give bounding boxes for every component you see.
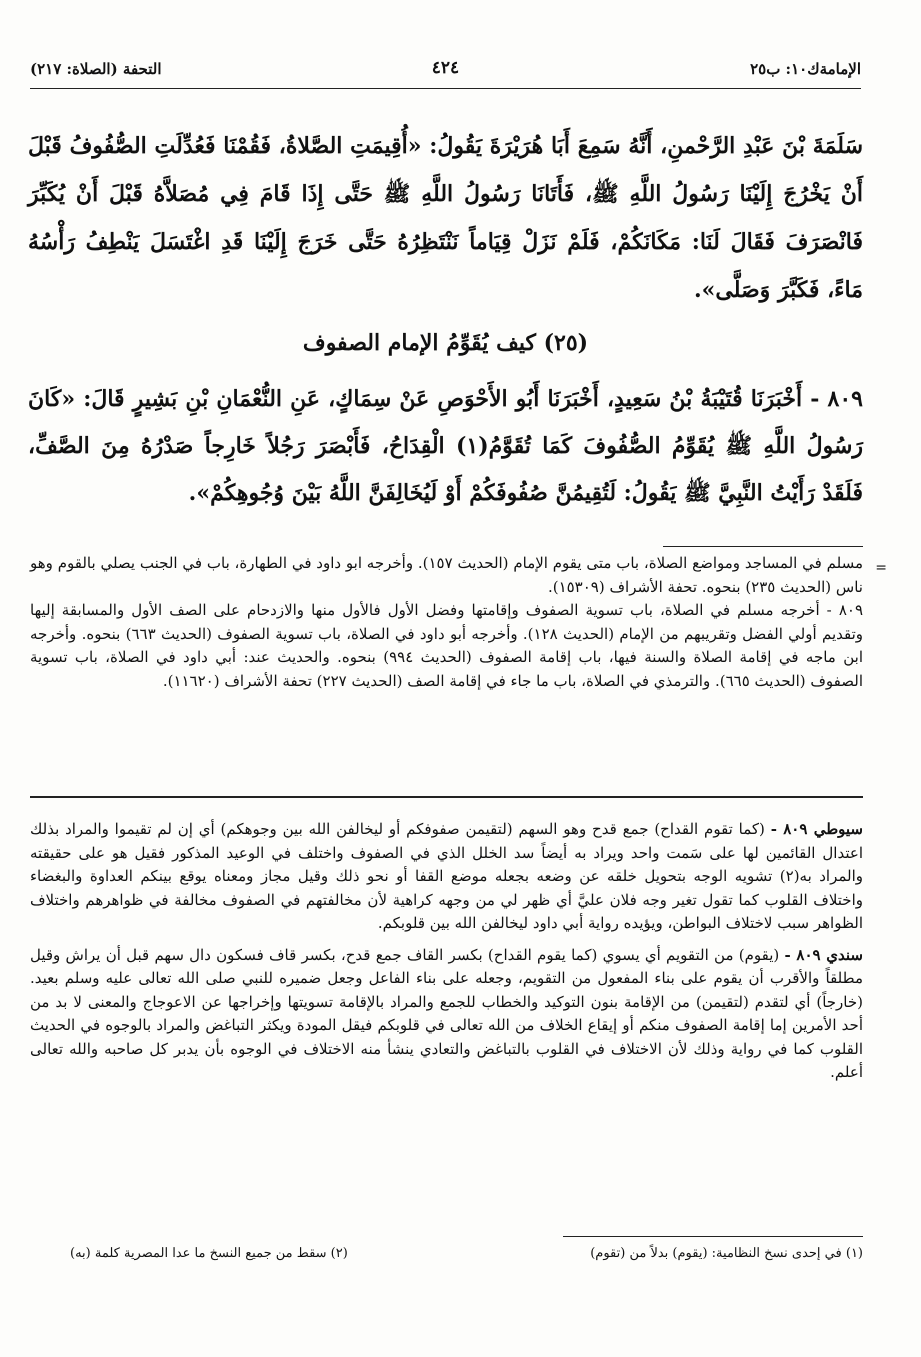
- suyuti-text: (كما تقوم القداح) جمع قدح وهو السهم (لتقيمن صفوفكم أو ليخالفن الله بين وجوهكم) أي إن لم تقيموا والمراد بذلك اعتدال القائمين لها على سَمت واحد ويراد به أيضاً سد الخلل الذي في الصفوف واختلف في الوعيد المذكور فقيل هو على حقيقته والمراد به(٢) تشويه الوجه بتحويل خلقه عن وضعه بجعله موضع القفا أو نحو ذلك وقيل مجاز ومعناه يوقع بينكم العداوة والبغضاء واختلاف القلوب كما تقول تغير وجه فلان عليَّ أي ظهر لي من وجهه كراهية لأن مخالفتهم في الصفوف مخالفة في ظواهرهم واختلاف الظواهر سبب لاختلاف البواطن، ويؤيده رواية أبي داود ليخالفن الله بين قلوبكم.: [30, 820, 864, 932]
- section-title: (٢٥) كيف يُقَوِّمُ الإمام الصفوف: [302, 330, 589, 356]
- suyuti-commentary: [30, 818, 863, 936]
- footnote-1: (١) في إحدى نسخ النظامية: (يقوم) بدلاً من (تقوم): [590, 1246, 863, 1261]
- sindi-lead: سندي ٨٠٩ -: [784, 945, 864, 964]
- header-chapter-ref: الإمامةك١٠: ب٢٥: [750, 60, 861, 78]
- footnotes: [30, 1242, 863, 1272]
- hadith-809-text: ٨٠٩ - أَخْبَرَنَا قُتَيْبَةُ بْنُ سَعِيدٍ، أَخْبَرَنَا أَبُو الأَحْوَصِ عَنْ سِمَاكٍ، عَنِ النُّعْمَانِ بْنِ بَشِيرٍ قَالَ: «كَانَ رَسُولُ اللَّهِ ﷺ يُقَوِّمُ الصُّفُوفَ كَمَا تُقَوَّمُ(١) الْقِدَاحُ، فَأَبْصَرَ رَجُلاً خَارِجاً صَدْرُهُ مِنَ الصَّفِّ، فَلَقَدْ رَأَيْتُ النَّبِيَّ ﷺ يَقُولُ: لَتُقِيمُنَّ صُفُوفَكُمْ أَوْ لَيُخَالِفَنَّ اللَّهُ بَيْنَ وُجُوهِكُمْ».: [28, 386, 863, 506]
- suyuti-lead: سيوطي ٨٠٩ -: [770, 820, 863, 838]
- takhrij-notes: [30, 552, 863, 693]
- sindi-text: (يقوم) من التقويم أي يسوي (كما يقوم القداح) بكسر القاف جمع قدح، بكسر قاف فسكون دال سهم قبل أن يراش وقيل مطلقاً والأقرب أن يقوم على بناء المفعول من التقويم، وجعله على بناء الفاعل وجعل ضميره للنبي صلى الله تعالى عليه وسلم بعيد. (خارجاً) أي لتقدم (لتقيمن) من الإقامة بنون التوكيد والخطاب للجمع والمراد بالإقامة تسويتها وإخراجها عن الاعوجاج والمعنى لا بد من أحد الأمرين إما إقامة الصفوف منكم أو إيقاع الخلاف من الله تعالى في قلوبكم فيقل المودة ويكثر التباغض والمراد بالوجوه في الحديث القلوب كما في رواية وذلك لأن الاختلاف في القلوب بالتباغض والتعادي ينشأ منه الاختلاف في الوجوه بأن يدبر كل صاحبه والله تعالى أعلم.: [30, 945, 863, 1081]
- page-header: [30, 52, 861, 89]
- notes-divider: [663, 546, 863, 547]
- sindi-commentary: [30, 944, 863, 1085]
- continuation-marker: =: [875, 560, 887, 576]
- commentary-notes: [30, 818, 863, 1093]
- commentary-divider: [30, 796, 863, 798]
- footnote-divider: [563, 1236, 863, 1237]
- footnote-2: (٢) سقط من جميع النسخ ما عدا المصرية كلمة (به): [70, 1246, 348, 1261]
- takhrij-809: ٨٠٩ - أخرجه مسلم في الصلاة، باب تسوية الصفوف وإقامتها وفضل الأول فالأول منها والازدحام على الصف الأول والمسابقة إليها وتقديم أولي الفضل وتقريبهم من الإمام (الحديث ١٢٨). وأخرجه أبو داود في الصلاة، باب تسوية الصفوف (الحديث ٦٦٣) بنحوه. وأخرجه ابن ماجه في إقامة الصلاة والسنة فيها، باب إقامة الصفوف (الحديث ٩٩٤) بنحوه. والحديث عند: أبي داود في الصلاة، باب تسوية الصفوف (الحديث ٦٦٥). والترمذي في الصلاة، باب ما جاء في إقامة الصف (الحديث ٢٢٧) تحفة الأشراف (١١٦٢٠).: [30, 601, 863, 690]
- takhrij-continuation: مسلم في المساجد ومواضع الصلاة، باب متى يقوم الإمام (الحديث ١٥٧). وأخرجه ابو داود في الطهارة، باب في الجنب يصلي بالقوم وهو ناس (الحديث ٢٣٥) بنحوه. تحفة الأشراف (١٥٣٠٩).: [30, 554, 863, 596]
- page-number: ٤٢٤: [431, 58, 460, 78]
- hadith-text-continuation: سَلَمَةَ بْنَ عَبْدِ الرَّحْمنِ، أَنَّهُ سَمِعَ أَبَا هُرَيْرَةَ يَقُولُ: «أُقِيمَتِ الصَّلاةُ، فَقُمْنَا فَعُدِّلَتِ الصُّفُوفُ قَبْلَ أَنْ يَخْرُجَ إِلَيْنَا رَسُولُ اللَّهِ ﷺ، فَأَتَانَا رَسُولُ اللَّهِ ﷺ حَتَّى إِذَا قَامَ فِي مُصَلاَّهُ قَبْلَ أَنْ يُكَبِّرَ فَانْصَرَفَ فَقَالَ لَنَا: مَكَانَكُمْ، فَلَمْ نَزَلْ قِيَاماً نَنْتَظِرُهُ حَتَّى خَرَجَ إِلَيْنَا قَدِ اغْتَسَلَ يَنْطِفُ رَأْسُهُ مَاءً، فَكَبَّرَ وَصَلَّى».: [28, 133, 863, 303]
- header-tuhfa-ref: التحفة (الصلاة: ٢١٧): [30, 60, 162, 78]
